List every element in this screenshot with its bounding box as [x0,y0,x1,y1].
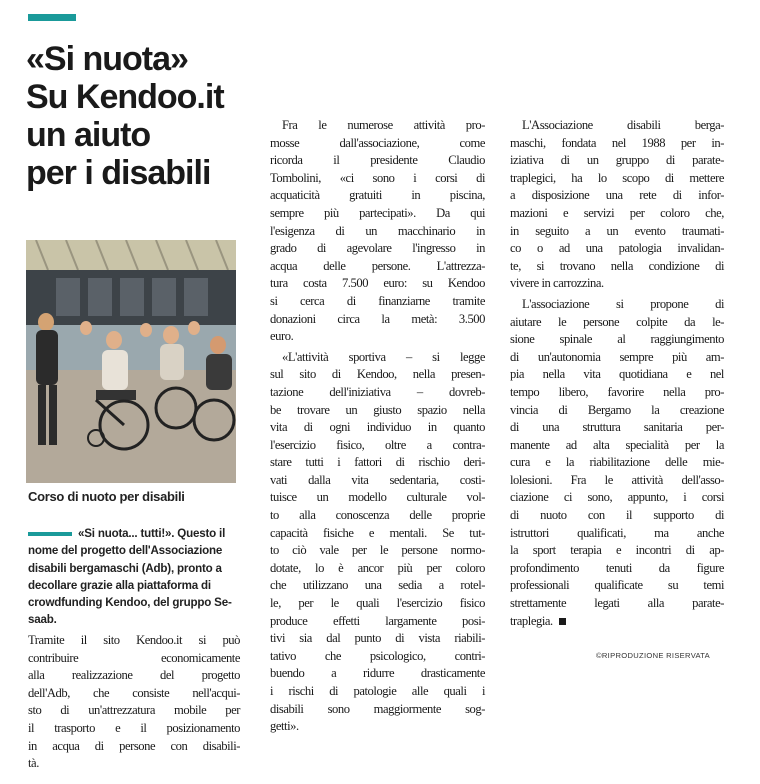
headline-line: «Si nuota» [26,40,188,78]
body-line: tempo libero, favorire nella pro- [510,384,724,399]
body-line: pia nella vita quotidiana e nel [510,367,724,382]
body-line: getti». [270,719,299,734]
headline-line: un aiuto [26,116,151,154]
body-line: lolesioni. Fra le attività dell'asso- [510,472,724,487]
body-line: tazione dell'iniziativa – dovreb- [270,384,485,399]
body-line: grado di agevolare l'ingresso in [270,241,485,256]
end-of-article-mark [559,618,566,625]
body-line: capacità fisiche e mentali. Se tut- [270,525,485,540]
article-intro [28,525,236,629]
body-line: tivi sia dal punto di vista riabili- [270,631,485,646]
body-line: l'esigenza di un macchinario in [270,223,485,238]
body-line: co o ad una patologia invalidan- [510,241,724,256]
body-line: dell'Adb, che consiste nell'acqui- [28,685,240,700]
body-line: ciazione ci sono, appunto, i corsi [510,490,724,505]
body-line: disabili sono maggiormente sog- [270,701,485,716]
body-line: l'esercizio fisico, oltre a contra- [270,437,485,452]
body-line: sul sito di Kendoo, nella presen- [270,367,485,382]
body-line: le, per le quali l'esercizio fisico [270,596,485,611]
body-line: il trasporto e il posizionamento [28,720,240,735]
body-line: L'Associazione disabili berga- [522,118,724,132]
body-line: maschi, fondata nel 1988 per in- [510,135,724,150]
body-line-final [510,613,724,631]
body-line: Tombolini, «ci sono i corsi di [270,170,485,185]
body-line: vincia di Bergamo la creazione [510,402,724,417]
body-line: acquaticità gratuiti in piscina, [270,188,485,203]
body-line: Fra le numerose attività pro- [282,118,485,132]
body-line: i rischi di patologie alle quali i [270,684,485,698]
intro-accent-dash [28,532,72,536]
article-headline [26,40,241,192]
body-line: «L'attività sportiva – si legge [282,349,485,364]
body-line: dotate, lo è ancor più per coloro [270,560,485,575]
body-line: la sport terapia e incontri di ap- [510,543,724,558]
body-column-2 [270,117,485,736]
body-line: tà. [28,756,39,771]
pool-scene-illustration [26,240,236,483]
body-line: tuisce un modello culturale vol- [270,490,485,505]
body-line: in seguito a un evento traumati- [510,223,724,238]
body-line: contribuire economicamente [28,650,240,665]
intro-line: nome del progetto dell'Associazione [28,544,223,558]
copyright-notice: ©RIPRODUZIONE RISERVATA [596,651,711,660]
article-photo [26,240,236,483]
body-line: cura e la riabilitazione delle mie- [510,455,724,470]
body-line: si cerca di finanziarne tramite [270,293,485,308]
headline-line: Su Kendoo.it [26,78,224,116]
body-line: alla realizzazione del progetto [28,668,240,683]
body-line: a disposizione una rete di infor- [510,188,724,203]
body-line: tura costa 7.500 euro: su Kendoo [270,276,485,291]
body-column-3 [510,117,724,630]
body-line: istruttori qualificati, ma anche [510,525,724,540]
intro-line: crowdfunding Kendoo, del gruppo Se- [28,596,232,610]
body-line: te, si trovano nella condizione di [510,258,724,273]
body-line: strettamente legati alla parate- [510,596,724,611]
body-line: traplegici, ha lo scopo di mettere [510,170,724,185]
body-line: Tramite il sito Kendoo.it si può [28,633,240,647]
body-line: buendo a ridurre drasticamente [270,666,485,681]
body-line: di una struttura sanitaria per- [510,420,724,435]
body-line: sto di un'attrezzatura mobile per [28,703,240,718]
intro-line-text: «Si nuota... tutti!». Questo il [78,527,226,540]
body-line: mazioni e servizi per coloro che, [510,205,724,220]
body-line: aiutare le persone colpite da le- [510,314,724,329]
body-line: in acqua di persone con disabili- [28,738,240,753]
headline-line: per i disabili [26,154,211,192]
section-accent-bar [28,14,76,21]
intro-line [28,525,236,542]
body-line: stare tutti i fattori di rischio deri- [270,455,485,470]
body-line: profondimento tenuti da figure [510,560,724,575]
photo-caption: Corso di nuoto per disabili [28,489,185,504]
body-line: sione spinale al raggiungimento [510,332,724,347]
intro-line: disabili bergamaschi (Adb), pronto a [28,561,222,575]
body-line: vati dalla vita sedentaria, costi- [270,472,485,487]
body-line: euro. [270,329,294,344]
body-line: sempre più partecipati». Da qui [270,205,485,220]
body-column-1 [28,632,240,773]
intro-line: saab. [28,613,57,627]
body-line: iziativa di un gruppo di parate- [510,153,724,168]
body-line: di un'autonomia sempre più am- [510,349,724,364]
body-line: mosse dall'associazione, come [270,135,485,150]
body-line: che utilizzano una sedia a rotel- [270,578,485,593]
body-line: vivere in carrozzina. [510,276,604,291]
body-line: be trovare un giusto spazio nella [270,402,485,417]
body-line: produce effetti largamente posi- [270,613,485,628]
body-line: donazioni circa la metà: 3.500 [270,311,485,326]
body-line: professionali qualificate su temi [510,578,724,593]
body-line: acqua delle persone. L'attrezza- [270,258,485,273]
body-line: tativo che psicologico, contri- [270,648,485,663]
body-line: manente ad alta specialità per la [510,437,724,452]
body-line: to ciò vale per le persone normo- [270,543,485,558]
body-line: di nuoto con il supporto di [510,508,724,523]
body-line: to alla conoscenza delle proprie [270,508,485,523]
body-line: ricorda il presidente Claudio [270,153,485,168]
body-line: vita di ogni individuo in quanto [270,420,485,435]
body-line-text: traplegia. [510,613,553,628]
intro-line: decollare grazie alla piattaforma di [28,578,211,592]
body-line: L'associazione si propone di [522,296,724,311]
